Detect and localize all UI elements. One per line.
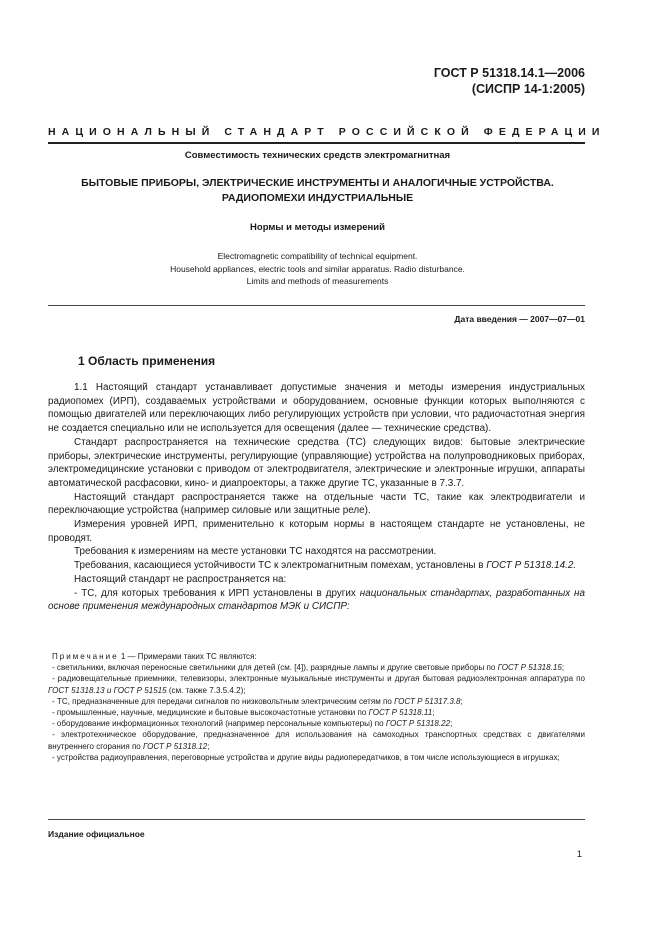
note-text: - ТС, предназначенные для передачи сигналов по низковольтным электрическим сетям по <box>52 696 395 706</box>
paragraph: Стандарт распространяется на технические средства (ТС) следующих видов: бытовые электрические приборы, электрические инструменты, регулирующие (управляющие) устройства на полупроводниковых приборах, электромедицинские установки с приводом от электродвигателя, электрические и электронные игрушки, аппараты автоматической расфасовки, кино- и диапроекторы, а также другие ТС, указанные в 7.3.7. <box>48 436 585 489</box>
standard-reference: ГОСТ Р 51317.3.8 <box>394 696 461 706</box>
note-item <box>48 696 585 707</box>
note-text: - промышленные, научные, медицинские и бытовые высокочастотные установки по <box>52 708 369 718</box>
paragraph: Настоящий стандарт распространяется также на отдельные части ТС, такие как электродвигатели и переключающие устройства (например силовые или защитные реле). <box>48 491 585 517</box>
english-title <box>48 250 587 288</box>
standard-reference: национальных стандартах, разработанных на основе применения международных стандартов МЭК и СИСПР: <box>48 587 585 613</box>
paragraph: 1.1 Настоящий стандарт устанавливает допустимые значения и методы измерения индустриальных радиопомех (ИРП), создаваемых устройствами и оборудованием, основные функции которых выполняются с помощью двигателей или переключающих либо регулирующих устройств при условии, что радиочастотная энергия не создается специально или не используется для освещения (далее — технические средства). <box>48 382 585 435</box>
note-text: ; <box>460 696 463 706</box>
note-item <box>48 718 585 729</box>
date-rule <box>48 305 585 306</box>
page-number: 1 <box>576 849 582 860</box>
note-text: - оборудование информационных технологий (например персональные компьютеры) по <box>52 719 386 729</box>
english-title-line2: Household appliances, electric tools and similar apparatus. Radio disturbance. <box>170 263 465 274</box>
note-label: Примечание <box>52 652 119 661</box>
note-text: - светильники, включая переносные светильники для детей (см. [4]), разрядные лампы и другие световые приборы по <box>52 663 498 673</box>
note-item <box>48 662 585 673</box>
paragraph-text: - ТС, для которых требования к ИРП установлены в других <box>74 587 360 599</box>
note-heading <box>48 651 585 662</box>
standard-reference: ГОСТ 51318.13 <box>48 685 105 695</box>
note-text: - электротехническое оборудование, предназначенное для использования на самоходных транспортных средствах с двигателями внутреннего сгорания по <box>48 730 585 751</box>
paragraph <box>48 587 585 614</box>
english-title-line1: Electromagnetic compatibility of technical equipment. <box>217 251 418 261</box>
section-title: 1 Область применения <box>78 354 216 368</box>
note-text: ; <box>207 741 210 751</box>
standard-reference: ГОСТ Р 51318.22 <box>385 719 451 729</box>
note-text: ; <box>432 708 435 718</box>
standard-code-cispr: (СИСПР 14-1:2005) <box>471 82 585 96</box>
header-rule <box>48 142 585 144</box>
document-subtitle: Совместимость технических средств электромагнитная <box>184 150 451 161</box>
paragraph-text: Требования, касающиеся устойчивости ТС к электромагнитным помехам, установлены в <box>74 560 487 572</box>
paragraph: Настоящий стандарт не распространяется на: <box>74 573 287 585</box>
standard-reference: ГОСТ Р 51515 <box>113 685 167 695</box>
english-title-line3: Limits and methods of measurements <box>246 276 389 286</box>
paragraph <box>48 559 585 573</box>
paragraph: Измерения уровней ИРП, применительно к которым нормы в настоящем стандарте не установлены, не проводят. <box>48 519 585 544</box>
document-title <box>48 176 587 206</box>
footer-rule <box>48 819 585 820</box>
note-item <box>48 707 585 718</box>
document-title-line2: РАДИОПОМЕХИ ИНДУСТРИАЛЬНЫЕ <box>221 192 414 204</box>
edition-label: Издание официальное <box>48 829 145 839</box>
standard-code <box>434 65 585 97</box>
standard-reference: ГОСТ Р 51318.15 <box>497 663 562 673</box>
standard-code-gost: ГОСТ Р 51318.14.1—2006 <box>433 66 585 80</box>
paragraph: Требования к измерениям на месте установки ТС находятся на рассмотрении. <box>74 546 437 558</box>
document-norms-heading: Нормы и методы измерений <box>250 222 385 233</box>
standard-reference: ГОСТ Р 51318.12 <box>143 741 208 751</box>
note-item <box>48 673 585 695</box>
note-heading-text: 1 — Примерами таких ТС являются: <box>118 652 257 661</box>
standard-reference: ГОСТ Р 51318.14.2. <box>486 560 577 572</box>
national-standard-banner: НАЦИОНАЛЬНЫЙ СТАНДАРТ РОССИЙСКОЙ ФЕДЕРАЦИИ <box>48 126 606 138</box>
note-text: (см. также 7.3.5.4.2); <box>166 685 246 695</box>
standard-reference: ГОСТ Р 51318.11 <box>368 708 433 718</box>
note-text: - радиовещательные приемники, телевизоры, электронные музыкальные инструменты и другая бытовая радиоэлектронная аппаратура по <box>52 674 585 684</box>
note-item: - устройства радиоуправления, переговорные устройства и другие виды радиопередатчиков, в том числе использующиеся в игрушках; <box>52 752 560 762</box>
document-title-line1: БЫТОВЫЕ ПРИБОРЫ, ЭЛЕКТРИЧЕСКИЕ ИНСТРУМЕНТЫ И АНАЛОГИЧНЫЕ УСТРОЙСТВА. <box>81 177 554 189</box>
note-text: ; <box>561 663 565 673</box>
note-text: ; <box>450 719 453 729</box>
note-item <box>48 729 585 751</box>
notes-block <box>48 651 585 763</box>
note-text: и <box>104 685 114 695</box>
section-body <box>48 381 585 614</box>
introduction-date: Дата введения — 2007—07—01 <box>454 314 585 324</box>
